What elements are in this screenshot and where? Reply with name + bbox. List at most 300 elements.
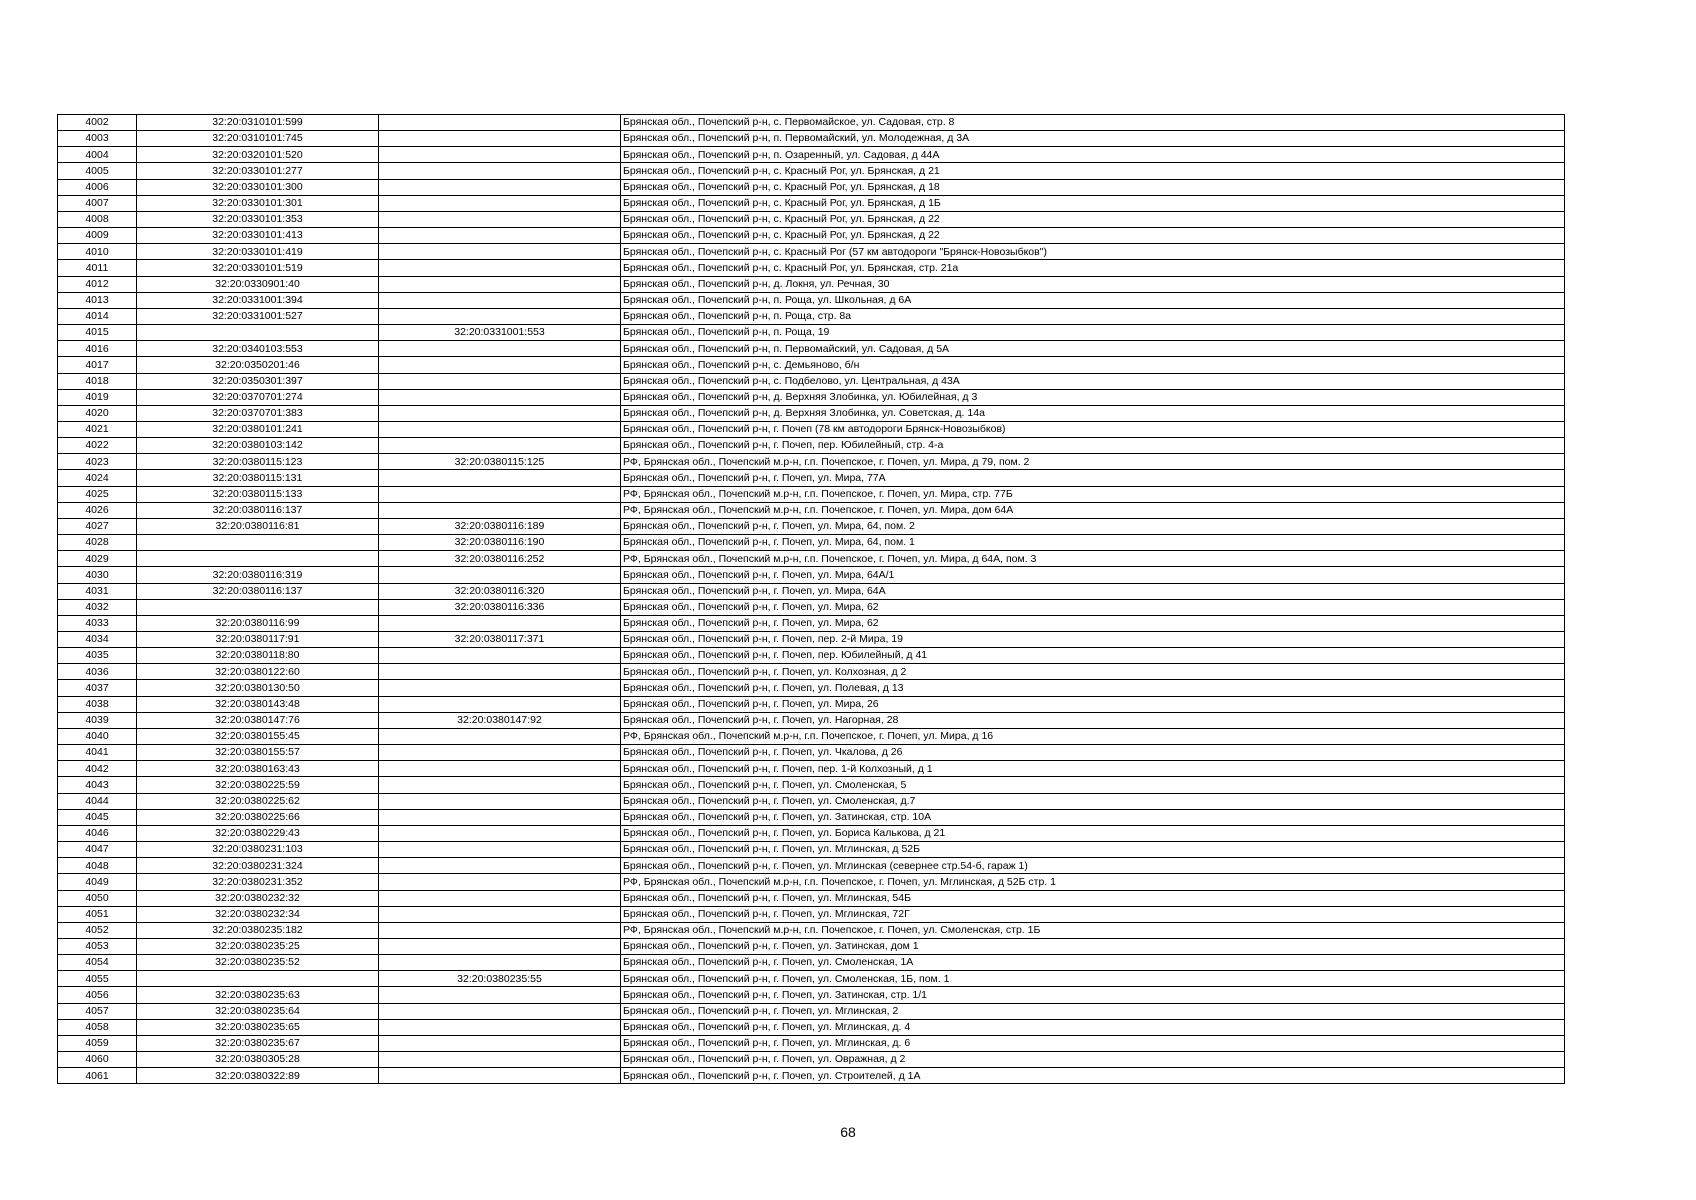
secondary-cadastral-number-cell [379, 195, 621, 211]
row-number-cell: 4011 [58, 260, 137, 276]
cadastral-number-cell: 32:20:0380229:43 [137, 825, 379, 841]
table-row [58, 454, 1565, 470]
cadastral-number-cell: 32:20:0340103:553 [137, 341, 379, 357]
table-row [58, 115, 1565, 131]
table-row [58, 906, 1565, 922]
address-cell: Брянская обл., Почепский р-н, г. Почеп, ул. Мира, 64А [621, 583, 1565, 599]
table-row [58, 1019, 1565, 1035]
secondary-cadastral-number-cell [379, 793, 621, 809]
secondary-cadastral-number-cell [379, 357, 621, 373]
row-number-cell: 4042 [58, 761, 137, 777]
cadastral-number-cell: 32:20:0310101:599 [137, 115, 379, 131]
secondary-cadastral-number-cell [379, 179, 621, 195]
secondary-cadastral-number-cell [379, 648, 621, 664]
address-cell: РФ, Брянская обл., Почепский м.р-н, г.п. Почепское, г. Почеп, ул. Мира, д 79, пом. 2 [621, 454, 1565, 470]
row-number-cell: 4002 [58, 115, 137, 131]
address-cell: Брянская обл., Почепский р-н, п. Озаренный, ул. Садовая, д 44А [621, 147, 1565, 163]
secondary-cadastral-number-cell [379, 745, 621, 761]
row-number-cell: 4024 [58, 470, 137, 486]
address-cell: Брянская обл., Почепский р-н, г. Почеп, ул. Затинская, стр. 10А [621, 809, 1565, 825]
address-cell: Брянская обл., Почепский р-н, г. Почеп, ул. Затинская, дом 1 [621, 938, 1565, 954]
secondary-cadastral-number-cell: 32:20:0380116:190 [379, 535, 621, 551]
row-number-cell: 4043 [58, 777, 137, 793]
address-cell: РФ, Брянская обл., Почепский м.р-н, г.п. Почепское, г. Почеп, ул. Мира, д 64А, пом. 3 [621, 551, 1565, 567]
cadastral-number-cell: 32:20:0380322:89 [137, 1068, 379, 1084]
secondary-cadastral-number-cell [379, 761, 621, 777]
secondary-cadastral-number-cell [379, 244, 621, 260]
cadastral-number-cell: 32:20:0330101:277 [137, 163, 379, 179]
address-cell: Брянская обл., Почепский р-н, г. Почеп, ул. Полевая, д 13 [621, 680, 1565, 696]
table-row [58, 712, 1565, 728]
address-cell: Брянская обл., Почепский р-н, г. Почеп, ул. Строителей, д 1А [621, 1068, 1565, 1084]
row-number-cell: 4015 [58, 325, 137, 341]
table-row [58, 518, 1565, 534]
address-cell: Брянская обл., Почепский р-н, с. Красный Рог, ул. Брянская, д 1Б [621, 195, 1565, 211]
cadastral-number-cell: 32:20:0380116:99 [137, 615, 379, 631]
secondary-cadastral-number-cell [379, 389, 621, 405]
row-number-cell: 4025 [58, 486, 137, 502]
secondary-cadastral-number-cell [379, 906, 621, 922]
address-cell: Брянская обл., Почепский р-н, г. Почеп, ул. Мира, 62 [621, 599, 1565, 615]
cadastral-number-cell: 32:20:0380235:182 [137, 922, 379, 938]
secondary-cadastral-number-cell: 32:20:0380147:92 [379, 712, 621, 728]
address-cell: РФ, Брянская обл., Почепский м.р-н, г.п. Почепское, г. Почеп, ул. Мглинская, д 52Б стр. 1 [621, 874, 1565, 890]
cadastral-number-cell: 32:20:0380115:123 [137, 454, 379, 470]
table-row [58, 502, 1565, 518]
secondary-cadastral-number-cell [379, 1068, 621, 1084]
table-row [58, 1052, 1565, 1068]
cadastral-number-cell: 32:20:0380116:319 [137, 567, 379, 583]
cadastral-number-cell: 32:20:0380235:25 [137, 938, 379, 954]
cadastral-number-cell: 32:20:0320101:520 [137, 147, 379, 163]
table-row [58, 389, 1565, 405]
row-number-cell: 4003 [58, 131, 137, 147]
address-cell: Брянская обл., Почепский р-н, г. Почеп, ул. Овражная, д 2 [621, 1052, 1565, 1068]
address-cell: Брянская обл., Почепский р-н, с. Красный Рог, ул. Брянская, д 22 [621, 228, 1565, 244]
cadastral-number-cell: 32:20:0310101:745 [137, 131, 379, 147]
address-cell: Брянская обл., Почепский р-н, г. Почеп, ул. Мглинская, д. 6 [621, 1035, 1565, 1051]
row-number-cell: 4007 [58, 195, 137, 211]
secondary-cadastral-number-cell [379, 131, 621, 147]
cadastral-number-cell: 32:20:0380305:28 [137, 1052, 379, 1068]
row-number-cell: 4017 [58, 357, 137, 373]
secondary-cadastral-number-cell [379, 874, 621, 890]
row-number-cell: 4049 [58, 874, 137, 890]
secondary-cadastral-number-cell [379, 260, 621, 276]
address-cell: Брянская обл., Почепский р-н, г. Почеп, пер. 2-й Мира, 19 [621, 632, 1565, 648]
cadastral-number-cell: 32:20:0380122:60 [137, 664, 379, 680]
row-number-cell: 4058 [58, 1019, 137, 1035]
cadastral-number-cell: 32:20:0380115:133 [137, 486, 379, 502]
table-row [58, 341, 1565, 357]
address-cell: Брянская обл., Почепский р-н, с. Красный Рог, ул. Брянская, д 18 [621, 179, 1565, 195]
row-number-cell: 4018 [58, 373, 137, 389]
cadastral-number-cell: 32:20:0350201:46 [137, 357, 379, 373]
cadastral-number-cell: 32:20:0331001:527 [137, 308, 379, 324]
cadastral-number-cell: 32:20:0380225:66 [137, 809, 379, 825]
cadastral-number-cell: 32:20:0350301:397 [137, 373, 379, 389]
row-number-cell: 4022 [58, 438, 137, 454]
row-number-cell: 4031 [58, 583, 137, 599]
address-cell: Брянская обл., Почепский р-н, г. Почеп, ул. Бориса Калькова, д 21 [621, 825, 1565, 841]
cadastral-number-cell: 32:20:0380155:45 [137, 728, 379, 744]
row-number-cell: 4013 [58, 292, 137, 308]
table-row [58, 421, 1565, 437]
address-cell: Брянская обл., Почепский р-н, г. Почеп, ул. Мира, 64А/1 [621, 567, 1565, 583]
table-row [58, 922, 1565, 938]
row-number-cell: 4009 [58, 228, 137, 244]
secondary-cadastral-number-cell [379, 825, 621, 841]
cadastral-number-cell [137, 535, 379, 551]
address-cell: Брянская обл., Почепский р-н, с. Красный Рог (57 км автодороги "Брянск-Новозыбков") [621, 244, 1565, 260]
secondary-cadastral-number-cell [379, 502, 621, 518]
table-row [58, 955, 1565, 971]
row-number-cell: 4035 [58, 648, 137, 664]
row-number-cell: 4032 [58, 599, 137, 615]
table-row [58, 131, 1565, 147]
secondary-cadastral-number-cell [379, 567, 621, 583]
cadastral-number-cell: 32:20:0380118:80 [137, 648, 379, 664]
address-cell: Брянская обл., Почепский р-н, г. Почеп, ул. Мглинская, 72Г [621, 906, 1565, 922]
row-number-cell: 4016 [58, 341, 137, 357]
cadastral-number-cell: 32:20:0380235:67 [137, 1035, 379, 1051]
table-row [58, 761, 1565, 777]
address-cell: Брянская обл., Почепский р-н, с. Красный Рог, ул. Брянская, стр. 21а [621, 260, 1565, 276]
address-cell: Брянская обл., Почепский р-н, г. Почеп, ул. Смоленская, 1Б, пом. 1 [621, 971, 1565, 987]
address-cell: Брянская обл., Почепский р-н, г. Почеп, пер. Юбилейный, д 41 [621, 648, 1565, 664]
row-number-cell: 4056 [58, 987, 137, 1003]
secondary-cadastral-number-cell: 32:20:0380116:189 [379, 518, 621, 534]
address-cell: РФ, Брянская обл., Почепский м.р-н, г.п. Почепское, г. Почеп, ул. Смоленская, стр. 1Б [621, 922, 1565, 938]
secondary-cadastral-number-cell [379, 470, 621, 486]
secondary-cadastral-number-cell [379, 1052, 621, 1068]
address-cell: Брянская обл., Почепский р-н, г. Почеп, ул. Мира, 64, пом. 2 [621, 518, 1565, 534]
table-row [58, 971, 1565, 987]
cadastral-number-cell: 32:20:0380231:352 [137, 874, 379, 890]
cadastral-number-cell: 32:20:0380231:324 [137, 858, 379, 874]
table-row [58, 777, 1565, 793]
secondary-cadastral-number-cell [379, 938, 621, 954]
row-number-cell: 4006 [58, 179, 137, 195]
cadastral-number-cell: 32:20:0380225:59 [137, 777, 379, 793]
cadastral-number-cell: 32:20:0380235:64 [137, 1003, 379, 1019]
secondary-cadastral-number-cell [379, 1003, 621, 1019]
row-number-cell: 4036 [58, 664, 137, 680]
cadastral-number-cell: 32:20:0380116:137 [137, 502, 379, 518]
row-number-cell: 4026 [58, 502, 137, 518]
row-number-cell: 4044 [58, 793, 137, 809]
secondary-cadastral-number-cell [379, 1035, 621, 1051]
address-cell: Брянская обл., Почепский р-н, г. Почеп, ул. Мглинская (севернее стр.54-б, гараж 1) [621, 858, 1565, 874]
row-number-cell: 4051 [58, 906, 137, 922]
row-number-cell: 4060 [58, 1052, 137, 1068]
cadastral-number-cell: 32:20:0380130:50 [137, 680, 379, 696]
table-row [58, 648, 1565, 664]
table-row [58, 405, 1565, 421]
secondary-cadastral-number-cell [379, 890, 621, 906]
table-row [58, 615, 1565, 631]
row-number-cell: 4010 [58, 244, 137, 260]
address-cell: Брянская обл., Почепский р-н, г. Почеп, ул. Чкалова, д 26 [621, 745, 1565, 761]
secondary-cadastral-number-cell [379, 163, 621, 179]
address-cell: Брянская обл., Почепский р-н, г. Почеп, ул. Мира, 77А [621, 470, 1565, 486]
address-cell: Брянская обл., Почепский р-н, с. Красный Рог, ул. Брянская, д 22 [621, 211, 1565, 227]
table-row [58, 228, 1565, 244]
secondary-cadastral-number-cell [379, 696, 621, 712]
secondary-cadastral-number-cell: 32:20:0380116:320 [379, 583, 621, 599]
secondary-cadastral-number-cell: 32:20:0331001:553 [379, 325, 621, 341]
secondary-cadastral-number-cell [379, 147, 621, 163]
table-row [58, 325, 1565, 341]
table-row [58, 696, 1565, 712]
row-number-cell: 4048 [58, 858, 137, 874]
row-number-cell: 4053 [58, 938, 137, 954]
cadastral-number-cell: 32:20:0380101:241 [137, 421, 379, 437]
page-number: 68 [840, 1124, 856, 1140]
table-row [58, 211, 1565, 227]
address-cell: Брянская обл., Почепский р-н, г. Почеп, ул. Колхозная, д 2 [621, 664, 1565, 680]
secondary-cadastral-number-cell [379, 228, 621, 244]
secondary-cadastral-number-cell: 32:20:0380235:55 [379, 971, 621, 987]
table-row [58, 535, 1565, 551]
cadastral-number-cell: 32:20:0330101:419 [137, 244, 379, 260]
row-number-cell: 4059 [58, 1035, 137, 1051]
cadastral-number-cell: 32:20:0330101:353 [137, 211, 379, 227]
secondary-cadastral-number-cell: 32:20:0380115:125 [379, 454, 621, 470]
address-cell: Брянская обл., Почепский р-н, с. Подбелово, ул. Центральная, д 43А [621, 373, 1565, 389]
address-cell: Брянская обл., Почепский р-н, с. Красный Рог, ул. Брянская, д 21 [621, 163, 1565, 179]
address-cell: Брянская обл., Почепский р-н, г. Почеп, ул. Смоленская, 5 [621, 777, 1565, 793]
cadastral-number-cell: 32:20:0330101:301 [137, 195, 379, 211]
address-cell: Брянская обл., Почепский р-н, г. Почеп, ул. Смоленская, д.7 [621, 793, 1565, 809]
row-number-cell: 4045 [58, 809, 137, 825]
cadastral-number-cell: 32:20:0380163:43 [137, 761, 379, 777]
secondary-cadastral-number-cell [379, 438, 621, 454]
address-cell: Брянская обл., Почепский р-н, п. Роща, стр. 8а [621, 308, 1565, 324]
table-row [58, 260, 1565, 276]
row-number-cell: 4027 [58, 518, 137, 534]
secondary-cadastral-number-cell: 32:20:0380116:336 [379, 599, 621, 615]
table-row [58, 438, 1565, 454]
row-number-cell: 4054 [58, 955, 137, 971]
table-row [58, 486, 1565, 502]
address-cell: Брянская обл., Почепский р-н, г. Почеп, ул. Нагорная, 28 [621, 712, 1565, 728]
cadastral-number-cell: 32:20:0380117:91 [137, 632, 379, 648]
table-row [58, 599, 1565, 615]
row-number-cell: 4050 [58, 890, 137, 906]
table-row [58, 195, 1565, 211]
table-row [58, 244, 1565, 260]
secondary-cadastral-number-cell [379, 1019, 621, 1035]
secondary-cadastral-number-cell [379, 680, 621, 696]
secondary-cadastral-number-cell [379, 664, 621, 680]
address-cell: Брянская обл., Почепский р-н, г. Почеп, ул. Мглинская, 2 [621, 1003, 1565, 1019]
cadastral-number-cell: 32:20:0330101:413 [137, 228, 379, 244]
cadastral-number-cell: 32:20:0370701:383 [137, 405, 379, 421]
table-row [58, 858, 1565, 874]
table-row [58, 938, 1565, 954]
table-row [58, 1068, 1565, 1084]
cadastral-number-cell [137, 599, 379, 615]
table-row [58, 890, 1565, 906]
address-cell: Брянская обл., Почепский р-н, г. Почеп, ул. Мглинская, 54Б [621, 890, 1565, 906]
row-number-cell: 4038 [58, 696, 137, 712]
address-cell: Брянская обл., Почепский р-н, г. Почеп, пер. Юбилейный, стр. 4-а [621, 438, 1565, 454]
table-row [58, 874, 1565, 890]
secondary-cadastral-number-cell [379, 115, 621, 131]
row-number-cell: 4039 [58, 712, 137, 728]
table-row [58, 632, 1565, 648]
address-cell: Брянская обл., Почепский р-н, с. Первомайское, ул. Садовая, стр. 8 [621, 115, 1565, 131]
table-row [58, 147, 1565, 163]
row-number-cell: 4055 [58, 971, 137, 987]
address-cell: Брянская обл., Почепский р-н, д. Верхняя Злобинка, ул. Юбилейная, д 3 [621, 389, 1565, 405]
address-cell: Брянская обл., Почепский р-н, д. Верхняя Злобинка, ул. Советская, д. 14а [621, 405, 1565, 421]
cadastral-number-cell [137, 551, 379, 567]
secondary-cadastral-number-cell [379, 809, 621, 825]
table-row [58, 825, 1565, 841]
secondary-cadastral-number-cell [379, 842, 621, 858]
row-number-cell: 4046 [58, 825, 137, 841]
cadastral-number-cell: 32:20:0380225:62 [137, 793, 379, 809]
address-cell: РФ, Брянская обл., Почепский м.р-н, г.п. Почепское, г. Почеп, ул. Мира, д 16 [621, 728, 1565, 744]
cadastral-number-cell: 32:20:0380232:32 [137, 890, 379, 906]
secondary-cadastral-number-cell [379, 955, 621, 971]
table-row [58, 809, 1565, 825]
address-cell: Брянская обл., Почепский р-н, п. Первомайский, ул. Молодежная, д 3А [621, 131, 1565, 147]
cadastral-number-cell: 32:20:0330101:519 [137, 260, 379, 276]
cadastral-number-cell: 32:20:0330901:40 [137, 276, 379, 292]
row-number-cell: 4047 [58, 842, 137, 858]
table-row [58, 470, 1565, 486]
address-cell: Брянская обл., Почепский р-н, г. Почеп, ул. Мира, 26 [621, 696, 1565, 712]
secondary-cadastral-number-cell [379, 615, 621, 631]
secondary-cadastral-number-cell [379, 858, 621, 874]
row-number-cell: 4052 [58, 922, 137, 938]
cadastral-number-cell: 32:20:0331001:394 [137, 292, 379, 308]
row-number-cell: 4061 [58, 1068, 137, 1084]
table-row [58, 728, 1565, 744]
cadastral-number-cell: 32:20:0380147:76 [137, 712, 379, 728]
row-number-cell: 4057 [58, 1003, 137, 1019]
address-cell: Брянская обл., Почепский р-н, п. Роща, 19 [621, 325, 1565, 341]
table-row [58, 551, 1565, 567]
cadastral-number-cell: 32:20:0370701:274 [137, 389, 379, 405]
address-cell: РФ, Брянская обл., Почепский м.р-н, г.п. Почепское, г. Почеп, ул. Мира, дом 64А [621, 502, 1565, 518]
address-cell: Брянская обл., Почепский р-н, г. Почеп, ул. Мглинская, д. 4 [621, 1019, 1565, 1035]
secondary-cadastral-number-cell [379, 486, 621, 502]
secondary-cadastral-number-cell: 32:20:0380116:252 [379, 551, 621, 567]
property-table-body [58, 115, 1565, 1084]
secondary-cadastral-number-cell [379, 211, 621, 227]
row-number-cell: 4034 [58, 632, 137, 648]
cadastral-number-cell: 32:20:0380155:57 [137, 745, 379, 761]
address-cell: Брянская обл., Почепский р-н, п. Роща, ул. Школьная, д 6А [621, 292, 1565, 308]
cadastral-number-cell: 32:20:0380235:52 [137, 955, 379, 971]
cadastral-number-cell: 32:20:0380235:65 [137, 1019, 379, 1035]
table-row [58, 179, 1565, 195]
table-row [58, 745, 1565, 761]
row-number-cell: 4029 [58, 551, 137, 567]
table-row [58, 664, 1565, 680]
row-number-cell: 4041 [58, 745, 137, 761]
row-number-cell: 4023 [58, 454, 137, 470]
row-number-cell: 4020 [58, 405, 137, 421]
table-row [58, 842, 1565, 858]
row-number-cell: 4037 [58, 680, 137, 696]
row-number-cell: 4021 [58, 421, 137, 437]
table-row [58, 1003, 1565, 1019]
row-number-cell: 4040 [58, 728, 137, 744]
secondary-cadastral-number-cell [379, 341, 621, 357]
cadastral-number-cell: 32:20:0380235:63 [137, 987, 379, 1003]
secondary-cadastral-number-cell [379, 308, 621, 324]
row-number-cell: 4028 [58, 535, 137, 551]
cadastral-number-cell: 32:20:0380103:142 [137, 438, 379, 454]
row-number-cell: 4005 [58, 163, 137, 179]
address-cell: РФ, Брянская обл., Почепский м.р-н, г.п. Почепское, г. Почеп, ул. Мира, стр. 77Б [621, 486, 1565, 502]
cadastral-number-cell: 32:20:0380115:131 [137, 470, 379, 486]
row-number-cell: 4019 [58, 389, 137, 405]
cadastral-number-cell: 32:20:0380231:103 [137, 842, 379, 858]
cadastral-number-cell: 32:20:0380232:34 [137, 906, 379, 922]
secondary-cadastral-number-cell [379, 373, 621, 389]
row-number-cell: 4012 [58, 276, 137, 292]
secondary-cadastral-number-cell [379, 922, 621, 938]
table-row [58, 583, 1565, 599]
table-row [58, 793, 1565, 809]
table-row [58, 373, 1565, 389]
address-cell: Брянская обл., Почепский р-н, г. Почеп, ул. Мира, 64, пом. 1 [621, 535, 1565, 551]
secondary-cadastral-number-cell [379, 292, 621, 308]
address-cell: Брянская обл., Почепский р-н, с. Демьяново, б/н [621, 357, 1565, 373]
table-row [58, 357, 1565, 373]
secondary-cadastral-number-cell [379, 728, 621, 744]
table-row [58, 276, 1565, 292]
secondary-cadastral-number-cell [379, 777, 621, 793]
table-row [58, 567, 1565, 583]
table-row [58, 163, 1565, 179]
cadastral-number-cell: 32:20:0380116:81 [137, 518, 379, 534]
table-row [58, 1035, 1565, 1051]
address-cell: Брянская обл., Почепский р-н, д. Локня, ул. Речная, 30 [621, 276, 1565, 292]
cadastral-number-cell: 32:20:0330101:300 [137, 179, 379, 195]
address-cell: Брянская обл., Почепский р-н, г. Почеп, ул. Мира, 62 [621, 615, 1565, 631]
address-cell: Брянская обл., Почепский р-н, г. Почеп, ул. Мглинская, д 52Б [621, 842, 1565, 858]
cadastral-number-cell: 32:20:0380143:48 [137, 696, 379, 712]
address-cell: Брянская обл., Почепский р-н, г. Почеп (78 км автодороги Брянск-Новозыбков) [621, 421, 1565, 437]
table-row [58, 680, 1565, 696]
table-row [58, 987, 1565, 1003]
secondary-cadastral-number-cell [379, 987, 621, 1003]
row-number-cell: 4014 [58, 308, 137, 324]
row-number-cell: 4008 [58, 211, 137, 227]
secondary-cadastral-number-cell [379, 276, 621, 292]
address-cell: Брянская обл., Почепский р-н, п. Первомайский, ул. Садовая, д 5А [621, 341, 1565, 357]
secondary-cadastral-number-cell: 32:20:0380117:371 [379, 632, 621, 648]
cadastral-number-cell [137, 325, 379, 341]
property-table [57, 114, 1565, 1084]
address-cell: Брянская обл., Почепский р-н, г. Почеп, ул. Смоленская, 1А [621, 955, 1565, 971]
row-number-cell: 4030 [58, 567, 137, 583]
table-row [58, 308, 1565, 324]
secondary-cadastral-number-cell [379, 405, 621, 421]
row-number-cell: 4004 [58, 147, 137, 163]
row-number-cell: 4033 [58, 615, 137, 631]
table-row [58, 292, 1565, 308]
cadastral-number-cell [137, 971, 379, 987]
cadastral-number-cell: 32:20:0380116:137 [137, 583, 379, 599]
